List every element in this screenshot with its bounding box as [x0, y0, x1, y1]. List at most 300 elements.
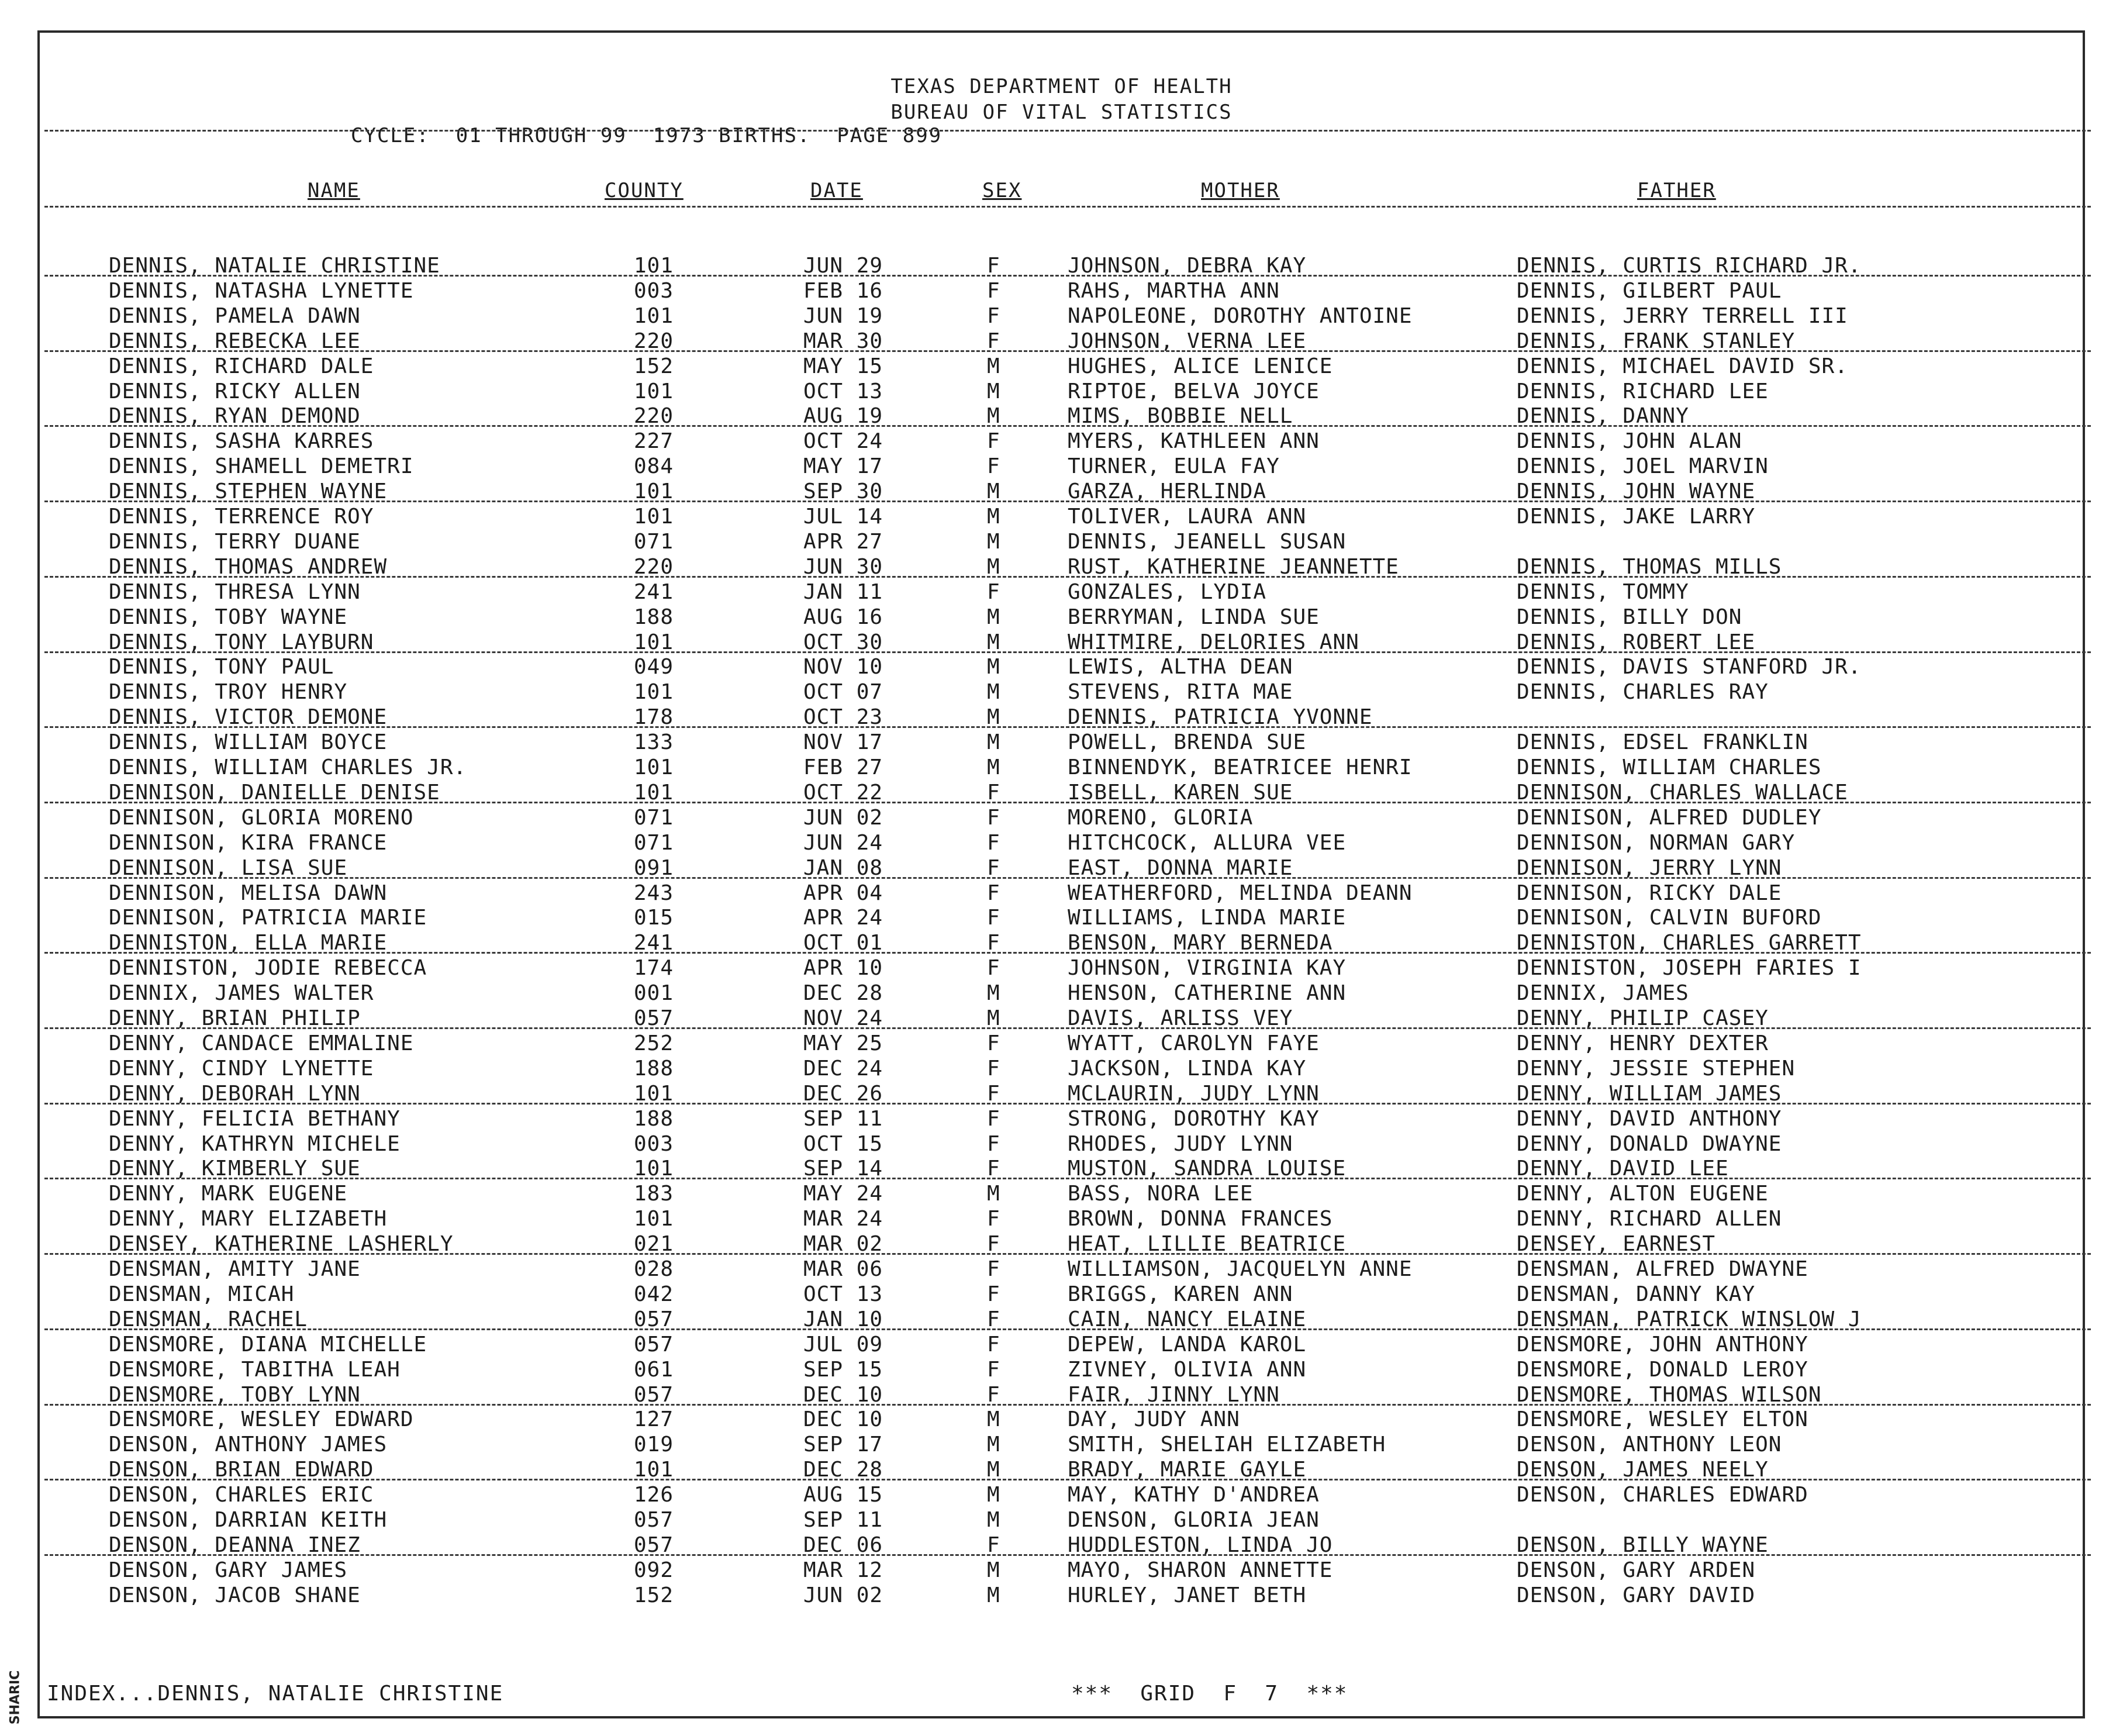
cell-date: APR 10	[803, 956, 883, 981]
cell-name: DENSON, JACOB SHANE	[109, 1583, 361, 1607]
cell-date: MAR 24	[803, 1207, 883, 1231]
cell-mother: DENSON, GLORIA JEAN	[1068, 1508, 1320, 1532]
cell-county: 101	[634, 680, 674, 705]
cell-mother: BRADY, MARIE GAYLE	[1068, 1458, 1307, 1482]
cell-father: DENSEY, EARNEST	[1517, 1232, 1716, 1257]
side-label: SHARIC	[8, 1670, 23, 1725]
cell-date: OCT 24	[803, 429, 883, 454]
cell-father: DENNY, HENRY DEXTER	[1517, 1031, 1769, 1055]
cell-name: DENNIS, RICHARD DALE	[109, 354, 374, 378]
table-row	[0, 831, 2123, 855]
cell-sex: F	[987, 805, 1000, 830]
cell-county: 057	[634, 1307, 674, 1331]
cell-father: DENNISON, CALVIN BUFORD	[1517, 906, 1822, 930]
cell-sex: F	[987, 1081, 1000, 1106]
cell-name: DENNIS, TROY HENRY	[109, 680, 348, 705]
cell-father: DENSON, CHARLES EDWARD	[1517, 1483, 1808, 1507]
cell-county: 188	[634, 1056, 674, 1081]
cell-father: DENSON, JAMES NEELY	[1517, 1458, 1769, 1482]
cell-sex: F	[987, 329, 1000, 353]
cell-county: 001	[634, 981, 674, 1006]
cell-name: DENSON, CHARLES ERIC	[109, 1483, 374, 1507]
cell-county: 101	[634, 303, 674, 328]
cell-father: DENNY, DAVID LEE	[1517, 1157, 1729, 1181]
cell-county: 220	[634, 404, 674, 429]
cell-date: JUL 14	[803, 505, 883, 529]
cell-date: DEC 28	[803, 1458, 883, 1482]
cell-county: 174	[634, 956, 674, 981]
table-row	[0, 1207, 2123, 1231]
cell-county: 092	[634, 1558, 674, 1582]
row-separator	[44, 1554, 2091, 1556]
cell-date: OCT 23	[803, 705, 883, 730]
cell-date: AUG 16	[803, 605, 883, 629]
table-row	[0, 655, 2123, 679]
cell-sex: M	[987, 680, 1000, 705]
cell-county: 101	[634, 780, 674, 805]
cell-mother: JACKSON, LINDA KAY	[1068, 1056, 1307, 1081]
cell-sex: M	[987, 730, 1000, 755]
cell-sex: M	[987, 554, 1000, 579]
cell-name: DENNIS, THOMAS ANDREW	[109, 554, 388, 579]
cell-date: APR 04	[803, 881, 883, 905]
row-separator	[44, 1404, 2091, 1406]
row-separator	[44, 350, 2091, 352]
cell-sex: F	[987, 1207, 1000, 1231]
row-separator	[44, 1178, 2091, 1179]
cell-father: DENNIS, WILLIAM CHARLES	[1517, 755, 1822, 779]
cell-date: JAN 10	[803, 1307, 883, 1331]
cell-sex: F	[987, 906, 1000, 930]
cell-sex: F	[987, 579, 1000, 604]
cell-date: DEC 10	[803, 1382, 883, 1407]
cell-sex: M	[987, 981, 1000, 1006]
cell-county: 152	[634, 1583, 674, 1607]
cell-date: DEC 06	[803, 1533, 883, 1557]
cell-name: DENNISTON, JODIE REBECCA	[109, 956, 427, 981]
cell-mother: ZIVNEY, OLIVIA ANN	[1068, 1357, 1307, 1382]
cell-father: DENNIS, RICHARD LEE	[1517, 379, 1769, 403]
table-row	[0, 1132, 2123, 1157]
cell-county: 101	[634, 505, 674, 529]
cell-county: 084	[634, 454, 674, 479]
cell-sex: F	[987, 1232, 1000, 1257]
cell-date: OCT 15	[803, 1131, 883, 1156]
cell-name: DENSMAN, AMITY JANE	[109, 1257, 361, 1281]
cell-date: OCT 07	[803, 680, 883, 705]
cell-date: AUG 19	[803, 404, 883, 429]
table-row	[0, 279, 2123, 303]
cell-mother: MCLAURIN, JUDY LYNN	[1068, 1081, 1320, 1106]
cell-county: 021	[634, 1232, 674, 1257]
cell-name: DENSMAN, RACHEL	[109, 1307, 308, 1331]
cell-county: 243	[634, 881, 674, 905]
cell-mother: MORENO, GLORIA	[1068, 805, 1254, 830]
cell-father: DENNIS, DAVIS STANFORD JR.	[1517, 655, 1862, 679]
cell-name: DENNY, FELICIA BETHANY	[109, 1106, 401, 1131]
cell-father: DENNISON, ALFRED DUDLEY	[1517, 805, 1822, 830]
cell-name: DENNIS, TONY PAUL	[109, 655, 334, 679]
cell-date: MAR 30	[803, 329, 883, 353]
cell-sex: M	[987, 1433, 1000, 1457]
table-row	[0, 1107, 2123, 1131]
table-row	[0, 1558, 2123, 1583]
cell-county: 188	[634, 605, 674, 629]
cell-county: 220	[634, 554, 674, 579]
cell-mother: GONZALES, LYDIA	[1068, 579, 1267, 604]
cell-sex: F	[987, 1056, 1000, 1081]
cell-father: DENNIS, CHARLES RAY	[1517, 680, 1769, 705]
cell-county: 071	[634, 830, 674, 855]
cell-mother: HITCHCOCK, ALLURA VEE	[1068, 830, 1347, 855]
cell-date: OCT 30	[803, 630, 883, 654]
cell-mother: DAVIS, ARLISS VEY	[1068, 1006, 1293, 1030]
cell-mother: FAIR, JINNY LYNN	[1068, 1382, 1280, 1407]
cell-sex: M	[987, 1558, 1000, 1582]
cell-mother: MAY, KATHY D'ANDREA	[1068, 1483, 1320, 1507]
cell-sex: F	[987, 881, 1000, 905]
cell-sex: F	[987, 1031, 1000, 1055]
row-separator	[44, 952, 2091, 954]
cell-mother: BENSON, MARY BERNEDA	[1068, 931, 1333, 955]
cell-name: DENNY, KIMBERLY SUE	[109, 1157, 361, 1181]
cell-county: 003	[634, 278, 674, 303]
cell-date: OCT 13	[803, 1282, 883, 1306]
cell-date: AUG 15	[803, 1483, 883, 1507]
cell-father: DENNIS, EDSEL FRANKLIN	[1517, 730, 1808, 755]
cell-name: DENNIS, THRESA LYNN	[109, 579, 361, 604]
cell-date: NOV 10	[803, 655, 883, 679]
table-row	[0, 1407, 2123, 1432]
header-department: TEXAS DEPARTMENT OF HEALTH	[890, 75, 1233, 98]
table-row	[0, 1182, 2123, 1206]
cell-sex: F	[987, 1257, 1000, 1281]
cell-sex: M	[987, 379, 1000, 403]
cell-county: 252	[634, 1031, 674, 1055]
cell-county: 241	[634, 931, 674, 955]
cell-date: OCT 22	[803, 780, 883, 805]
cell-name: DENNIS, WILLIAM CHARLES JR.	[109, 755, 467, 779]
cell-county: 101	[634, 1458, 674, 1482]
cell-date: FEB 16	[803, 278, 883, 303]
cell-date: MAR 12	[803, 1558, 883, 1582]
cell-mother: HUDDLESTON, LINDA JO	[1068, 1533, 1333, 1557]
col-father: FATHER	[1637, 179, 1716, 202]
cell-sex: F	[987, 1332, 1000, 1357]
cell-father: DENNIS, ROBERT LEE	[1517, 630, 1756, 654]
cell-father: DENNIS, JOHN WAYNE	[1517, 479, 1756, 504]
table-row	[0, 429, 2123, 454]
cell-county: 015	[634, 906, 674, 930]
table-row	[0, 906, 2123, 930]
cell-county: 101	[634, 379, 674, 403]
cell-county: 101	[634, 1207, 674, 1231]
cell-date: APR 24	[803, 906, 883, 930]
cell-father: DENNIS, JOHN ALAN	[1517, 429, 1742, 454]
cell-name: DENNISON, MELISA DAWN	[109, 881, 388, 905]
cell-county: 101	[634, 1157, 674, 1181]
col-mother: MOTHER	[1201, 179, 1280, 202]
cell-sex: F	[987, 830, 1000, 855]
cell-father: DENNIS, JAKE LARRY	[1517, 505, 1756, 529]
cell-county: 178	[634, 705, 674, 730]
cell-name: DENSMORE, TOBY LYNN	[109, 1382, 361, 1407]
cell-county: 220	[634, 329, 674, 353]
cell-date: OCT 13	[803, 379, 883, 403]
cell-date: MAY 25	[803, 1031, 883, 1055]
table-row	[0, 454, 2123, 479]
cell-name: DENNISTON, ELLA MARIE	[109, 931, 388, 955]
cell-sex: M	[987, 655, 1000, 679]
cell-mother: MUSTON, SANDRA LOUISE	[1068, 1157, 1347, 1181]
cell-mother: WILLIAMS, LINDA MARIE	[1068, 906, 1347, 930]
cell-father: DENNISTON, CHARLES GARRETT	[1517, 931, 1862, 955]
cell-date: JUN 19	[803, 303, 883, 328]
cell-mother: SMITH, SHELIAH ELIZABETH	[1068, 1433, 1386, 1457]
cell-date: SEP 11	[803, 1106, 883, 1131]
cell-father: DENNIS, DANNY	[1517, 404, 1689, 429]
cell-county: 028	[634, 1257, 674, 1281]
cell-sex: M	[987, 404, 1000, 429]
cell-father: DENSMAN, ALFRED DWAYNE	[1517, 1257, 1808, 1281]
cell-county: 071	[634, 529, 674, 554]
cell-sex: M	[987, 630, 1000, 654]
table-row	[0, 730, 2123, 755]
table-row	[0, 1031, 2123, 1056]
cell-name: DENNISON, DANIELLE DENISE	[109, 780, 440, 805]
cell-mother: DAY, JUDY ANN	[1068, 1407, 1240, 1432]
cell-county: 101	[634, 630, 674, 654]
cell-father: DENSON, BILLY WAYNE	[1517, 1533, 1769, 1557]
table-row	[0, 981, 2123, 1006]
cell-father: DENNIS, CURTIS RICHARD JR.	[1517, 254, 1862, 278]
cell-county: 101	[634, 755, 674, 779]
cell-mother: HEAT, LILLIE BEATRICE	[1068, 1232, 1347, 1257]
cell-county: 003	[634, 1131, 674, 1156]
cell-date: JUN 29	[803, 254, 883, 278]
cell-mother: TURNER, EULA FAY	[1068, 454, 1280, 479]
cell-date: JUN 30	[803, 554, 883, 579]
cell-date: DEC 24	[803, 1056, 883, 1081]
cell-name: DENNY, MARY ELIZABETH	[109, 1207, 388, 1231]
cell-date: NOV 17	[803, 730, 883, 755]
cell-father: DENNIS, BILLY DON	[1517, 605, 1742, 629]
table-row	[0, 881, 2123, 906]
cell-name: DENNIS, NATALIE CHRISTINE	[109, 254, 440, 278]
row-separator	[44, 726, 2091, 728]
cell-sex: M	[987, 354, 1000, 378]
cell-sex: M	[987, 1583, 1000, 1607]
cell-father: DENNIS, THOMAS MILLS	[1517, 554, 1782, 579]
cell-county: 127	[634, 1407, 674, 1432]
col-date: DATE	[810, 179, 863, 202]
table-row	[0, 379, 2123, 404]
cell-father: DENNY, RICHARD ALLEN	[1517, 1207, 1782, 1231]
cell-mother: HENSON, CATHERINE ANN	[1068, 981, 1347, 1006]
table-row	[0, 1483, 2123, 1507]
cell-mother: MIMS, BOBBIE NELL	[1068, 404, 1293, 429]
cell-father: DENNISTON, JOSEPH FARIES I	[1517, 956, 1862, 981]
cell-sex: F	[987, 278, 1000, 303]
cell-county: 057	[634, 1006, 674, 1030]
cell-mother: STRONG, DOROTHY KAY	[1068, 1106, 1320, 1131]
cell-county: 133	[634, 730, 674, 755]
cell-name: DENSMORE, WESLEY EDWARD	[109, 1407, 414, 1432]
table-row	[0, 1508, 2123, 1533]
row-separator	[44, 651, 2091, 653]
cell-county: 019	[634, 1433, 674, 1457]
table-row	[0, 1358, 2123, 1382]
cell-mother: LEWIS, ALTHA DEAN	[1068, 655, 1293, 679]
cell-county: 227	[634, 429, 674, 454]
cell-date: DEC 28	[803, 981, 883, 1006]
cell-sex: M	[987, 1182, 1000, 1206]
cell-date: JUN 24	[803, 830, 883, 855]
cell-name: DENNIS, TONY LAYBURN	[109, 630, 374, 654]
cell-name: DENSON, GARY JAMES	[109, 1558, 348, 1582]
table-row	[0, 605, 2123, 630]
cell-sex: F	[987, 1307, 1000, 1331]
cell-name: DENNY, DEBORAH LYNN	[109, 1081, 361, 1106]
row-separator	[44, 802, 2091, 803]
cell-sex: F	[987, 1106, 1000, 1131]
cell-father: DENNY, WILLIAM JAMES	[1517, 1081, 1782, 1106]
cell-mother: BINNENDYK, BEATRICEE HENRI	[1068, 755, 1413, 779]
col-sex: SEX	[982, 179, 1022, 202]
cell-date: MAY 24	[803, 1182, 883, 1206]
cell-name: DENNIS, WILLIAM BOYCE	[109, 730, 388, 755]
cell-county: 061	[634, 1357, 674, 1382]
table-row	[0, 755, 2123, 780]
cell-father: DENSMAN, DANNY KAY	[1517, 1282, 1756, 1306]
cell-name: DENNIS, SASHA KARRES	[109, 429, 374, 454]
cell-mother: DEPEW, LANDA KAROL	[1068, 1332, 1307, 1357]
cell-sex: F	[987, 1282, 1000, 1306]
cell-date: DEC 10	[803, 1407, 883, 1432]
cell-sex: M	[987, 479, 1000, 504]
cell-sex: M	[987, 755, 1000, 779]
cell-name: DENNIS, RYAN DEMOND	[109, 404, 361, 429]
cell-sex: M	[987, 1407, 1000, 1432]
header-bureau: BUREAU OF VITAL STATISTICS	[890, 101, 1233, 124]
cell-date: MAY 17	[803, 454, 883, 479]
cell-father: DENNISON, CHARLES WALLACE	[1517, 780, 1848, 805]
cell-mother: CAIN, NANCY ELAINE	[1068, 1307, 1307, 1331]
cell-sex: F	[987, 454, 1000, 479]
cell-county: 241	[634, 579, 674, 604]
table-row	[0, 1433, 2123, 1457]
cell-mother: DENNIS, JEANELL SUSAN	[1068, 529, 1347, 554]
cell-mother: RHODES, JUDY LYNN	[1068, 1131, 1293, 1156]
cell-name: DENSON, DARRIAN KEITH	[109, 1508, 388, 1532]
cell-sex: F	[987, 1157, 1000, 1181]
cell-mother: JOHNSON, VERNA LEE	[1068, 329, 1307, 353]
cell-county: 057	[634, 1382, 674, 1407]
row-separator	[44, 501, 2091, 502]
row-separator	[44, 1328, 2091, 1330]
cell-sex: M	[987, 605, 1000, 629]
cell-date: SEP 17	[803, 1433, 883, 1457]
cell-name: DENSMORE, DIANA MICHELLE	[109, 1332, 427, 1357]
cell-sex: F	[987, 1357, 1000, 1382]
cell-mother: WHITMIRE, DELORIES ANN	[1068, 630, 1359, 654]
cell-date: SEP 11	[803, 1508, 883, 1532]
cell-mother: POWELL, BRENDA SUE	[1068, 730, 1307, 755]
row-separator	[44, 275, 2091, 277]
table-row	[0, 806, 2123, 830]
footer-index: INDEX...DENNIS, NATALIE CHRISTINE	[47, 1682, 504, 1706]
cell-father: DENNIS, GILBERT PAUL	[1517, 278, 1782, 303]
cell-sex: M	[987, 1483, 1000, 1507]
cell-mother: WYATT, CAROLYN FAYE	[1068, 1031, 1320, 1055]
cell-mother: JOHNSON, VIRGINIA KAY	[1068, 956, 1347, 981]
cell-mother: BASS, NORA LEE	[1068, 1182, 1254, 1206]
cell-mother: DENNIS, PATRICIA YVONNE	[1068, 705, 1373, 730]
cell-name: DENSMORE, TABITHA LEAH	[109, 1357, 401, 1382]
cell-sex: M	[987, 705, 1000, 730]
row-separator	[44, 1479, 2091, 1480]
table-row	[0, 354, 2123, 379]
cell-mother: EAST, DONNA MARIE	[1068, 855, 1293, 880]
cell-father: DENNIS, FRANK STANLEY	[1517, 329, 1796, 353]
cell-sex: M	[987, 505, 1000, 529]
cell-father: DENNY, ALTON EUGENE	[1517, 1182, 1769, 1206]
cell-date: MAR 02	[803, 1232, 883, 1257]
cell-father: DENNIS, MICHAEL DAVID SR.	[1517, 354, 1848, 378]
cell-mother: RIPTOE, BELVA JOYCE	[1068, 379, 1320, 403]
cell-name: DENNIS, NATASHA LYNETTE	[109, 278, 414, 303]
cell-name: DENNISON, PATRICIA MARIE	[109, 906, 427, 930]
table-row	[0, 1257, 2123, 1282]
cell-father: DENSMORE, WESLEY ELTON	[1517, 1407, 1808, 1432]
cell-father: DENNIS, JERRY TERRELL III	[1517, 303, 1848, 328]
cell-mother: TOLIVER, LAURA ANN	[1068, 505, 1307, 529]
cell-county: 183	[634, 1182, 674, 1206]
cell-sex: F	[987, 429, 1000, 454]
cell-county: 152	[634, 354, 674, 378]
cell-sex: F	[987, 303, 1000, 328]
cell-date: JAN 11	[803, 579, 883, 604]
cell-mother: GARZA, HERLINDA	[1068, 479, 1267, 504]
row-separator	[44, 1103, 2091, 1105]
cell-county: 042	[634, 1282, 674, 1306]
table-row	[0, 1333, 2123, 1357]
cell-name: DENNIS, TERRY DUANE	[109, 529, 361, 554]
table-row	[0, 956, 2123, 981]
cell-mother: RAHS, MARTHA ANN	[1068, 278, 1280, 303]
cell-sex: F	[987, 780, 1000, 805]
cell-sex: F	[987, 931, 1000, 955]
table-row	[0, 530, 2123, 554]
table-row	[0, 1583, 2123, 1608]
cell-name: DENNY, CANDACE EMMALINE	[109, 1031, 414, 1055]
cell-date: DEC 26	[803, 1081, 883, 1106]
header-cycle: CYCLE: 01 THROUGH 99 1973 BIRTHS. PAGE 899	[351, 124, 943, 147]
cell-name: DENNIS, TOBY WAYNE	[109, 605, 348, 629]
cell-date: APR 27	[803, 529, 883, 554]
cell-name: DENNIS, TERRENCE ROY	[109, 505, 374, 529]
cell-county: 101	[634, 479, 674, 504]
cell-mother: STEVENS, RITA MAE	[1068, 680, 1293, 705]
cell-mother: BERRYMAN, LINDA SUE	[1068, 605, 1320, 629]
cell-father: DENSON, GARY DAVID	[1517, 1583, 1756, 1607]
cell-name: DENSEY, KATHERINE LASHERLY	[109, 1232, 454, 1257]
cell-father: DENNISON, NORMAN GARY	[1517, 830, 1796, 855]
cell-date: JAN 08	[803, 855, 883, 880]
col-county: COUNTY	[605, 179, 683, 202]
cell-name: DENNIS, STEPHEN WAYNE	[109, 479, 388, 504]
cell-county: 101	[634, 254, 674, 278]
